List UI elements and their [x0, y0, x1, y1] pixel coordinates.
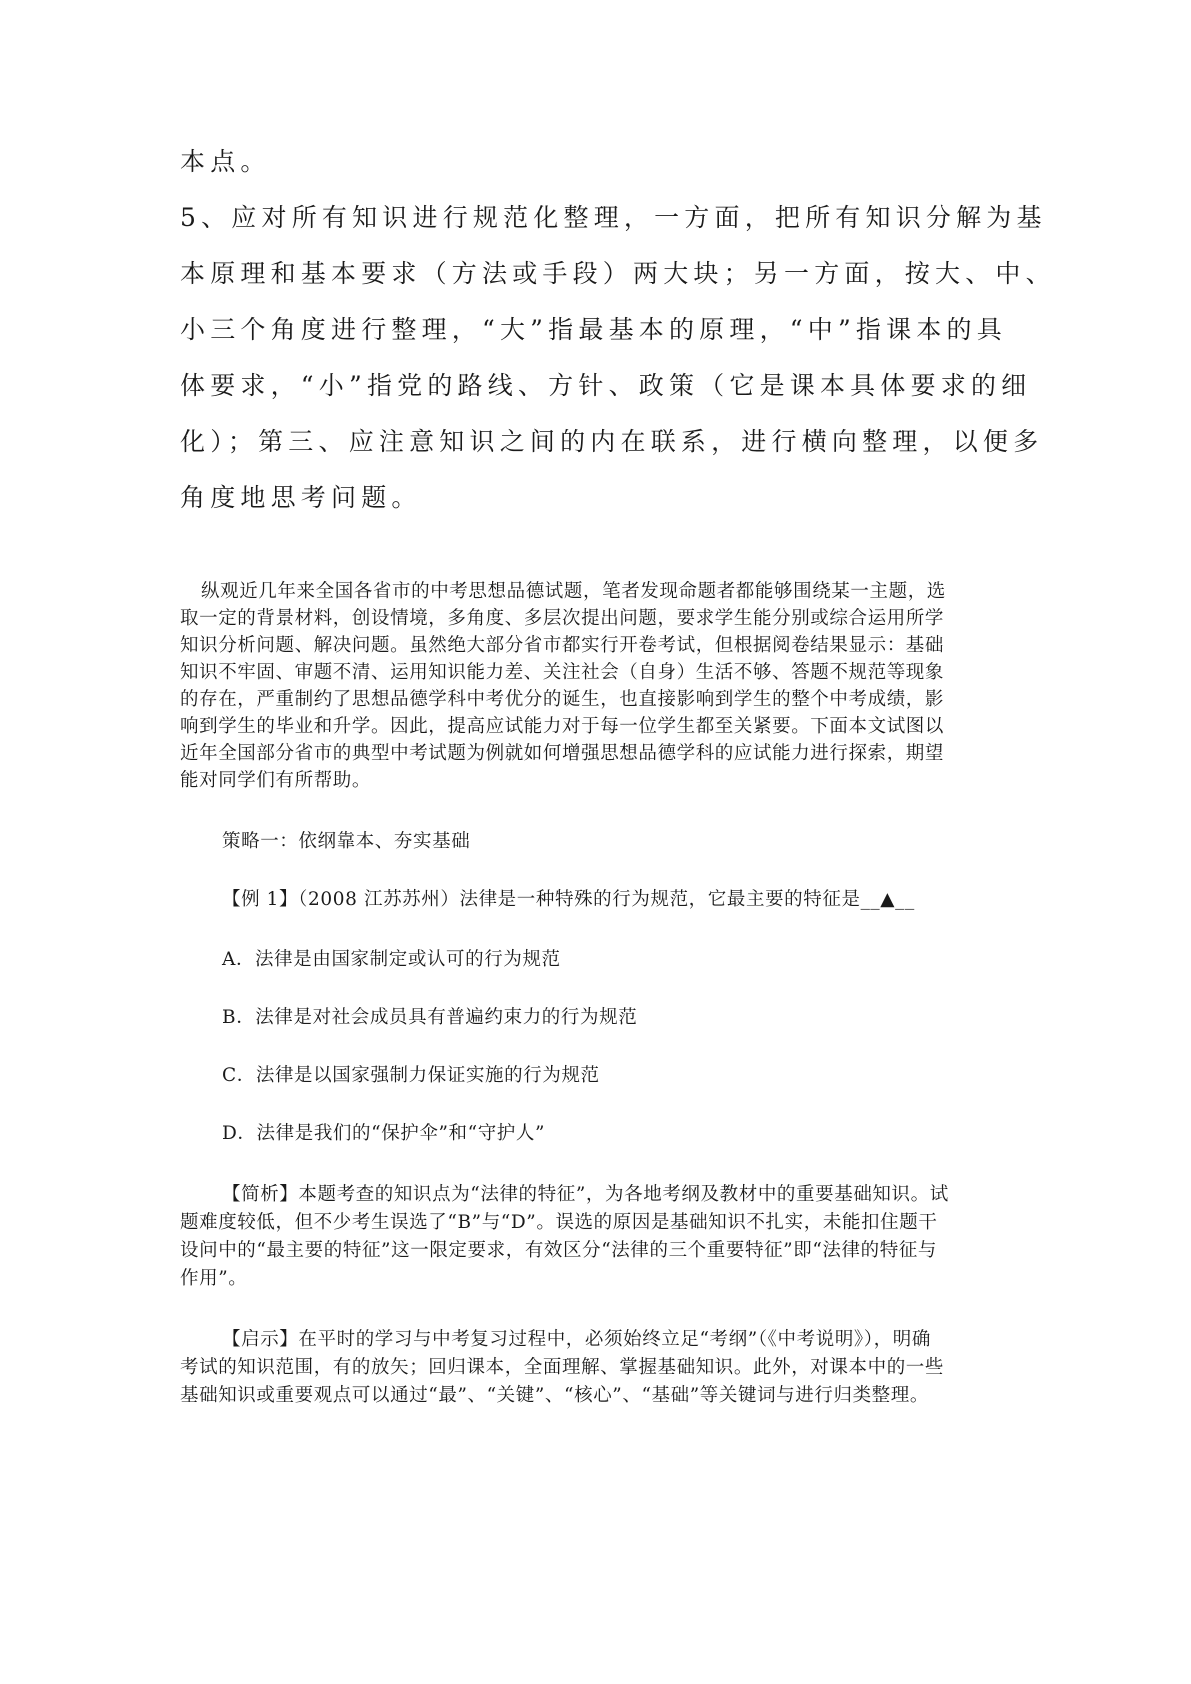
large-text-line: 5、应对所有知识进行规范化整理，一方面，把所有知识分解为基	[180, 203, 1047, 232]
intro-line: 取一定的背景材料，创设情境，多角度、多层次提出问题，要求学生能分别或综合运用所学	[180, 608, 945, 629]
intro-line: 响到学生的毕业和升学。因此，提高应试能力对于每一位学生都至关紧要。下面本文试图以	[180, 716, 945, 737]
intro-line: 的存在，严重制约了思想品德学科中考优分的诞生，也直接影响到学生的整个中考成绩，影	[180, 689, 945, 710]
large-text-line: 角度地思考问题。	[180, 483, 422, 512]
intro-line: 知识不牢固、审题不清、运用知识能力差、关注社会（自身）生活不够、答题不规范等现象	[180, 662, 945, 683]
option-c: C．法律是以国家强制力保证实施的行为规范	[222, 1065, 600, 1086]
strategy-title: 策略一：依纲靠本、夯实基础	[222, 831, 471, 852]
analysis-line: 作用”。	[180, 1268, 248, 1289]
intro-line: 知识分析问题、解决问题。虽然绝大部分省市都实行开卷考试，但根据阅卷结果显示：基础	[180, 635, 945, 656]
intro-line: 近年全国部分省市的典型中考试题为例就如何增强思想品德学科的应试能力进行探索，期望	[180, 743, 945, 764]
large-text-line: 本点。	[180, 147, 271, 176]
intro-line: 纵观近几年来全国各省市的中考思想品德试题，笔者发现命题者都能够围绕某一主题，选	[201, 581, 946, 602]
analysis-line: 题难度较低，但不少考生误选了“B”与“D”。误选的原因是基础知识不扎实，未能扣住题干	[180, 1212, 938, 1233]
analysis-line: 设问中的“最主要的特征”这一限定要求，有效区分“法律的三个重要特征”即“法律的特征与	[180, 1240, 937, 1261]
option-d: D．法律是我们的“保护伞”和“守护人”	[222, 1123, 546, 1144]
option-b: B．法律是对社会成员具有普遍约束力的行为规范	[222, 1007, 638, 1028]
large-text-line: 化）；第三、应注意知识之间的内在联系，进行横向整理，以便多	[180, 427, 1044, 456]
enlightenment-line: 考试的知识范围，有的放矢；回归课本，全面理解、掌握基础知识。此外，对课本中的一些	[180, 1357, 945, 1378]
intro-line: 能对同学们有所帮助。	[180, 770, 372, 791]
enlightenment-line: 基础知识或重要观点可以通过“最”、“关键”、“核心”、“基础”等关键词与进行归类整理。	[180, 1385, 929, 1406]
large-text-line: 小三个角度进行整理，“大”指最基本的原理，“中”指课本的具	[180, 315, 1007, 344]
analysis-line: 【简析】本题考查的知识点为“法律的特征”，为各地考纲及教材中的重要基础知识。试	[222, 1184, 949, 1205]
large-text-line: 体要求，“小”指党的路线、方针、政策（它是课本具体要求的细	[180, 371, 1032, 400]
option-a: A．法律是由国家制定或认可的行为规范	[222, 949, 561, 970]
enlightenment-line: 【启示】在平时的学习与中考复习过程中，必须始终立足“考纲”（《中考说明》），明确	[222, 1329, 931, 1350]
example-question: 【例 1】（2008 江苏苏州）法律是一种特殊的行为规范，它最主要的特征是__▲__	[222, 889, 915, 910]
large-text-line: 本原理和基本要求（方法或手段）两大块；另一方面，按大、中、	[180, 259, 1056, 288]
